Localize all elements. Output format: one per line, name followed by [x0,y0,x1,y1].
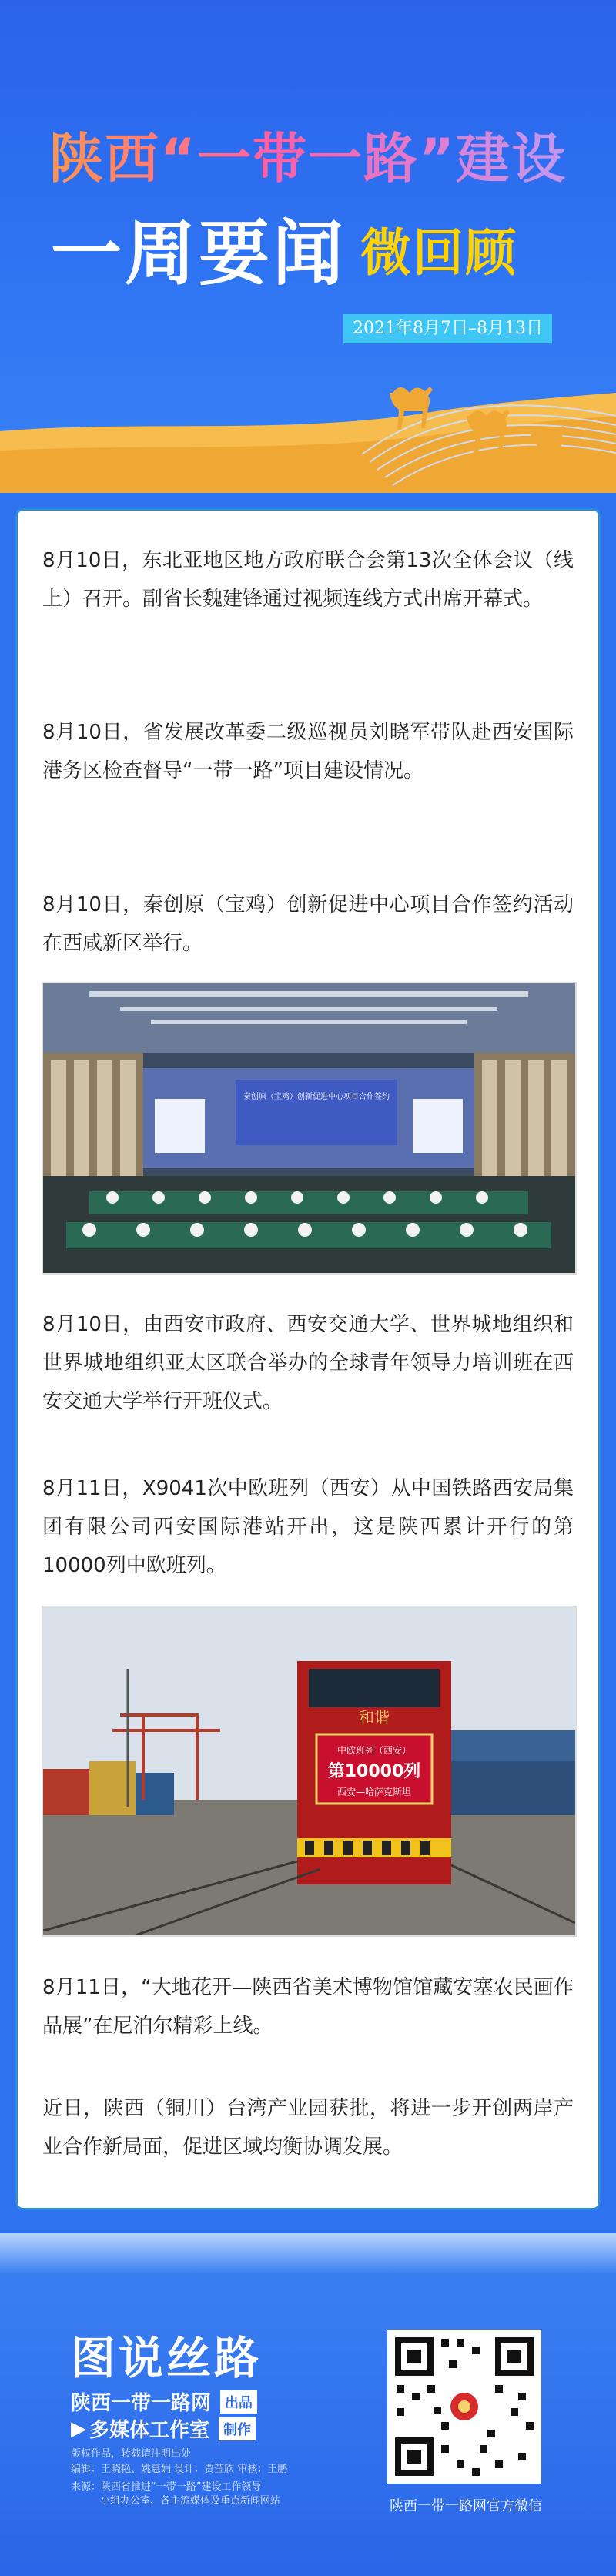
footer [0,2233,616,2576]
source-note-1: 来源：陕西省推进“一带一路”建设工作领导 [71,2481,262,2493]
china-europe-train-photo [42,1606,577,1937]
train-banner-line2: 第10000列 [327,1762,421,1781]
header-banner [0,0,616,493]
news-item: 8月11日，X9041次中欧班列（西安）从中国铁路西安局集团有限公司西安国际港站开出，这是陕西累计开行的第10000列中欧班列。 [42,1477,574,1577]
news-item: 8月10日，东北亚地区地方政府联合会第13次全体会议（线上）召开。副省长魏建锋通过视频连线方式出席开幕式。 [42,549,574,611]
studio-row [71,2414,256,2443]
source-note-2: 小组办公室、各主流媒体及重点新闻网站 [100,2495,281,2507]
news-item: 8月10日，由西安市政府、西安交通大学、世界城地组织和世界城地组织亚太区联合举办的全球青年领导力培训班在西安交通大学举行开班仪式。 [42,1313,574,1413]
signing-ceremony-photo [42,982,577,1275]
title-main: 一周要闻 [51,213,347,295]
news-item: 8月10日，秦创原（宝鸡）创新促进中心项目合作签约活动在西咸新区举行。 [42,893,574,955]
producer-row [71,2387,257,2416]
news-item: 近日，陕西（铜川）台湾产业园获批，将进一步开创两岸产业合作新局面，促进区域均衡协调发展。 [42,2097,574,2159]
title-shaanxi-belt-road: 陕西“一带一路”建设 [0,116,616,193]
train-banner-line1: 中欧班列（西安） [336,1745,412,1756]
qr-caption: 陕西一带一路网官方微信 [390,2498,542,2514]
news-item: 8月11日，“大地花开—陕西省美术博物馆馆藏安塞农民画作品展”在尼泊尔精彩上线。 [42,1976,574,2038]
loco-label-text: 和谐 [359,1708,390,1727]
news-item: 8月10日，省发展改革委二级巡视员刘晓军带队赴西安国际港务区检查督导“一带一路”项目建设情况。 [42,721,574,782]
title-sub: 微回顾 [360,223,518,283]
date-range-badge: 2021年8月7日–8月13日 [343,314,552,343]
play-icon: ▶ [71,2417,86,2440]
screen-title-text: 秦创原（宝鸡）创新促进中心项目合作签约 [243,1093,390,1101]
signing-ceremony-illustration [43,983,575,1273]
producer-badge: 出品 [220,2390,257,2414]
producer-name: 陕西一带一路网 [71,2392,212,2415]
train-banner-line3: 西安—哈萨克斯坦 [336,1787,412,1797]
silk-road-logo: 图说丝路 [71,2332,263,2384]
copyright-note: 版权作品，转载请注明出处 [71,2448,192,2460]
train-illustration [43,1607,575,1935]
studio-badge: 制作 [219,2417,256,2440]
news-card [15,508,601,2210]
camel-caravan-icon [377,362,585,470]
studio-name: 多媒体工作室 [89,2419,210,2442]
credits-note: 编辑：王晓艳、姚惠娟 设计：贾莹欣 审核：王鹏 [71,2464,288,2475]
qr-code-icon[interactable] [387,2330,541,2484]
title-weekly-news [51,209,518,295]
